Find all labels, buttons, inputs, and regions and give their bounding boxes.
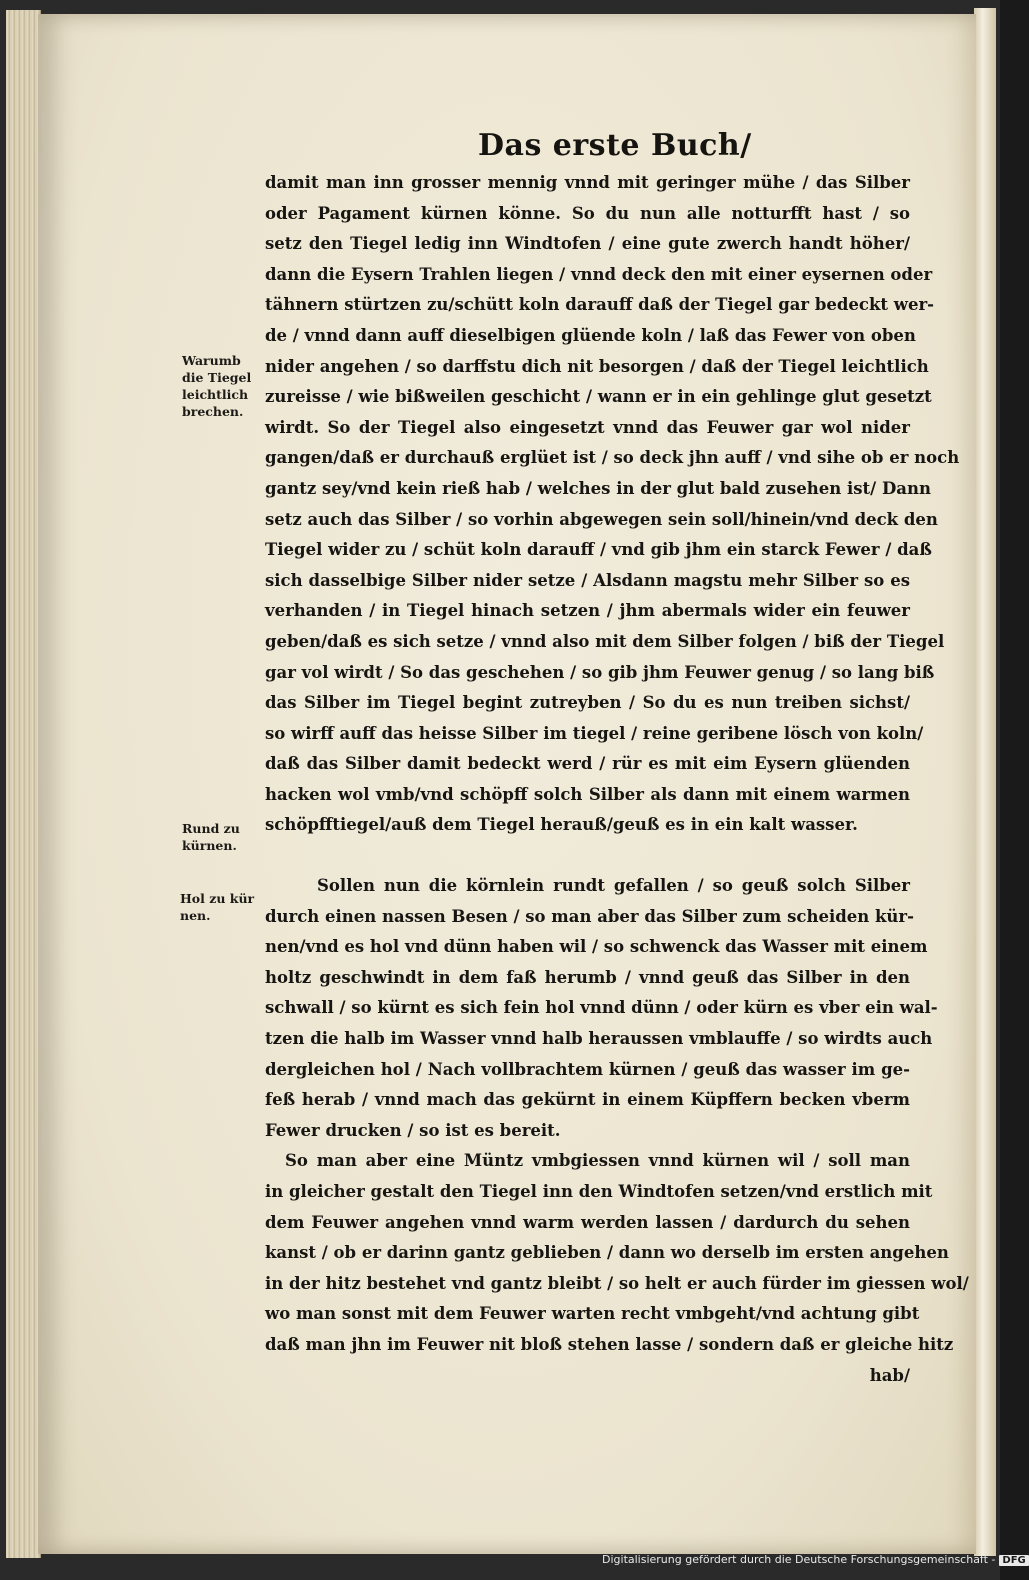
book-page-edges — [6, 10, 41, 1558]
text-line: schöpfftiegel/auß dem Tiegel herauß/geuß es in ein kalt wasser. — [265, 815, 858, 835]
text-line: gantz sey/vnd kein rieß hab / welches in der glut bald zusehen ist/ Dann — [265, 478, 931, 498]
text-line: in der hitz bestehet vnd gantz bleibt / so helt er auch fürder im giessen wol/ — [265, 1273, 969, 1293]
margin-note-line: brechen. — [182, 404, 244, 419]
text-line: geben/daß es sich setze / vnnd also mit dem Silber folgen / biß der Tiegel — [265, 631, 945, 651]
text-line: feß herab / vnnd mach das gekürnt in einem Küpffern becken vberm — [265, 1090, 910, 1110]
page-right-edge — [974, 8, 996, 1556]
footer-text: Digitalisierung gefördert durch die Deutsche Forschungsgemeinschaft - — [602, 1553, 996, 1566]
text-line: holtz geschwindt in dem faß herumb / vnnd geuß das Silber in den — [265, 967, 910, 987]
text-line: zureisse / wie bißweilen geschicht / wann er in ein gehlinge glut gesetzt — [265, 387, 932, 407]
text-line: wo man sonst mit dem Feuwer warten recht vmbgeht/vnd achtung gibt — [265, 1304, 920, 1324]
text-line: gangen/daß er durchauß erglüet ist / so deck jhn auff / vnd sihe ob er noch — [265, 448, 960, 468]
margin-note-hol — [180, 890, 254, 924]
text-line: hacken wol vmb/vnd schöpff solch Silber als dann mit einem warmen — [265, 784, 910, 804]
text-line: Tiegel wider zu / schüt koln darauff / vnd gib jhm ein starck Fewer / daß — [265, 540, 932, 560]
margin-note-line: die Tiegel — [182, 370, 252, 385]
text-line: nen/vnd es hol vnd dünn haben wil / so schwenck das Wasser mit einem — [265, 937, 928, 957]
text-line: schwall / so kürnt es sich fein hol vnnd dünn / oder kürn es vber ein wal- — [265, 998, 938, 1018]
text-line: daß man jhn im Feuwer nit bloß stehen lasse / sondern daß er gleiche hitz — [265, 1334, 954, 1354]
margin-note-line: Warumb — [182, 353, 241, 368]
text-line: sich dasselbige Silber nider setze / Alsdann magstu mehr Silber so es — [265, 570, 910, 590]
margin-note-rund — [182, 820, 240, 854]
text-line: de / vnnd dann auff dieselbigen glüende koln / laß das Fewer von oben — [265, 325, 916, 345]
text-line: tzen die halb im Wasser vnnd halb heraussen vmblauffe / so wirdts auch — [265, 1029, 933, 1049]
margin-note-line: kürnen. — [182, 838, 237, 853]
text-line: tähnern stürtzen zu/schütt koln darauff daß der Tiegel gar bedeckt wer- — [265, 295, 935, 315]
text-line: das Silber im Tiegel begint zutreyben / So du es nun treiben sichst/ — [265, 693, 910, 713]
margin-note-line: nen. — [180, 908, 211, 923]
text-line: dann die Eysern Trahlen liegen / vnnd deck den mit einer eysernen oder — [265, 264, 933, 284]
text-line: setz auch das Silber / so vorhin abgewegen sein soll/hinein/vnd deck den — [265, 509, 938, 529]
paragraph-gap — [265, 841, 910, 871]
body-text — [265, 168, 969, 1391]
catchword: hab/ — [869, 1365, 910, 1385]
text-line: daß das Silber damit bedeckt werd / rür es mit eim Eysern glüenden — [265, 754, 910, 774]
footer-credit — [602, 1553, 1029, 1566]
text-line: in gleicher gestalt den Tiegel inn den Windtofen setzen/vnd erstlich mit — [265, 1182, 933, 1201]
text-line: dergleichen hol / Nach vollbrachtem kürnen / geuß das wasser im ge- — [265, 1059, 910, 1079]
text-line: setz den Tiegel ledig inn Windtofen / eine gute zwerch handt höher/ — [265, 234, 910, 254]
text-line: So man aber eine Müntz vmbgiessen vnnd kürnen wil / soll man — [285, 1151, 910, 1171]
margin-note-line: leichtlich — [182, 387, 249, 402]
text-line: kanst / ob er darinn gantz geblieben / dann wo derselb im ersten angehen — [265, 1243, 949, 1263]
text-line: verhanden / in Tiegel hinach setzen / jhm abermals wider ein feuwer — [265, 601, 910, 621]
text-line: so wirff auff das heisse Silber im tiegel / reine geribene lösch von koln/ — [265, 723, 924, 743]
text-line: gar vol wirdt / So das geschehen / so gib jhm Feuwer genug / so lang biß — [265, 662, 935, 682]
dfg-logo: DFG — [999, 1555, 1028, 1566]
text-line: Fewer drucken / so ist es bereit. — [265, 1120, 561, 1140]
text-line: wirdt. So der Tiegel also eingesetzt vnnd das Feuwer gar wol nider — [265, 417, 910, 437]
text-line: durch einen nassen Besen / so man aber das Silber zum scheiden kür- — [265, 906, 914, 926]
running-head: Das erste Buch/ — [478, 128, 752, 163]
text-line: oder Pagament kürnen könne. So du nun alle notturfft hast / so — [265, 203, 910, 223]
text-line: damit man inn grosser mennig vnnd mit geringer mühe / das Silber — [265, 173, 910, 192]
text-line: dem Feuwer angehen vnnd warm werden lassen / dardurch du sehen — [265, 1212, 910, 1232]
margin-note-line: Hol zu kür — [180, 891, 255, 906]
text-line: Sollen nun die körnlein rundt gefallen / so geuß solch Silber — [317, 876, 910, 896]
margin-note-line: Rund zu — [182, 821, 240, 836]
text-line: nider angehen / so darffstu dich nit besorgen / daß der Tiegel leichtlich — [265, 356, 929, 376]
margin-note-warumb — [182, 352, 251, 420]
